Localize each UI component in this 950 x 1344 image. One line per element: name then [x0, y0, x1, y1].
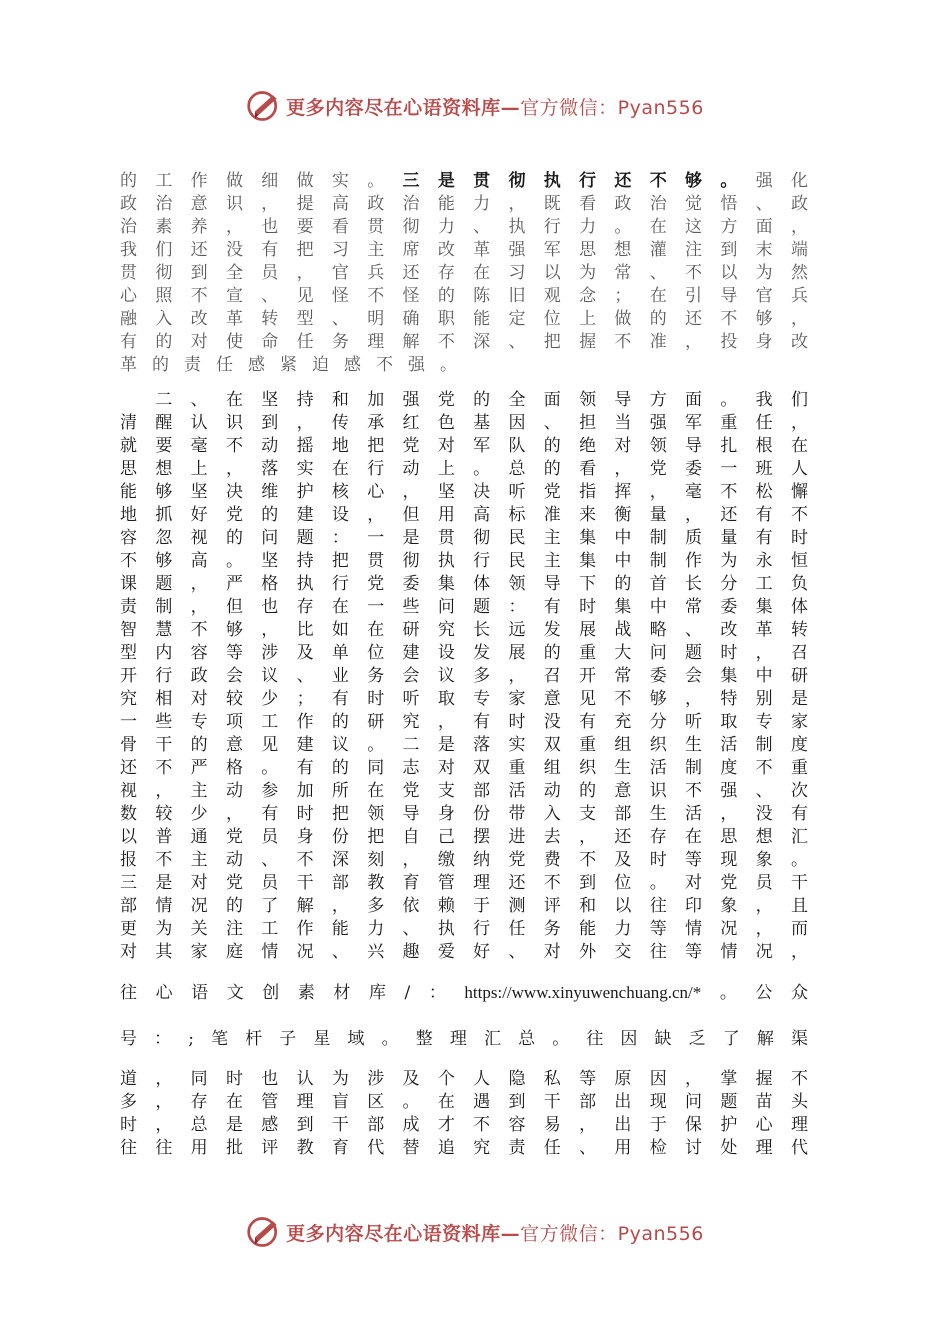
- paragraph-2-line-14: 究相对较少；有时听取专家意见不够，特别是: [120, 689, 808, 709]
- paragraph-2-line-7: 容忽视的问题：一是贯彻民主集中制质量有时: [120, 528, 808, 548]
- header-banner-text: [286, 93, 704, 120]
- watermark-prefix: 往心语文创素材库/：: [120, 983, 465, 1003]
- paragraph-2-line-1: 二、在坚持和加强党的全面领导方面。我们: [120, 390, 808, 410]
- paragraph-2-line-20: 以普通党员身份把自己摆进去，还存在思想汇: [120, 827, 808, 847]
- footer-banner-title: 更多内容尽在心语资料库: [286, 1222, 501, 1245]
- paragraph-2-line-2: 清醒认识到，传承红色基因、担当强军重任，: [120, 413, 808, 433]
- paragraph-2-line-23: 部情况的了解，多依赖于测评和以往印象，且: [120, 896, 808, 916]
- footer-banner-dash: —: [500, 1222, 521, 1245]
- paragraph-1-line-7: 融入改革转型、明确职能定位上做的还不够，: [120, 309, 808, 329]
- paragraph-2-line-12: 型内容等涉及单位建设发展的重大问题时，召: [120, 643, 808, 663]
- paragraph-1-line-5: 贯彻到全员，官兵还存在习以为常、不以为然: [120, 263, 808, 283]
- paragraph-3-line-2: 多，存在管理盲区。在遇到干部出现问题苗头: [120, 1092, 808, 1112]
- paragraph-1-line-6: 心照不宣、见怪不怪的陈旧观念；在引导官兵: [120, 286, 808, 306]
- paragraph-2-line-24: 更为关注工作能力、执行任务能力等情况，而: [120, 919, 808, 939]
- paragraph-2-line-19: 数较少，有时把领导身份带入支部生活，没有: [120, 804, 808, 824]
- paragraph-3-line-3: 时，总是感到干部成才不容易，出于保护心理: [120, 1115, 808, 1135]
- paragraph-1-line-1: [120, 170, 808, 193]
- header-banner-dash: —: [500, 96, 521, 119]
- paragraph-2-line-21: 报不主动、不深刻，缴纳党费不及时等现象。: [120, 850, 808, 870]
- paragraph-2-line-16: 骨干的意见建议。二是落实双重组织生活制度: [120, 735, 808, 755]
- paragraph-3-line-4: 往往用批评教育代替追究责任、用检讨处理代: [120, 1138, 808, 1158]
- paragraph-2-line-13: 开行政会议、业务会议多，召开常委会集中研: [120, 666, 808, 686]
- paragraph-1-line-2: 政治意识，提高政治能力，既看政治觉悟、政: [120, 194, 808, 214]
- paragraph-3-line-1: 道，同时也认为涉及个人隐私等原因，掌握不: [120, 1069, 808, 1089]
- paragraph-2-line-8: 不够高。坚持把贯彻执行民主集中制作为永恒: [120, 551, 808, 571]
- text-segment: 的工作做细做实。: [120, 171, 403, 191]
- watermark-line-2: 号：;笔杆子星域。整理汇总。往因缺乏了解渠: [120, 1029, 808, 1049]
- bold-heading-segment: 三是贯彻执行还不够。: [402, 171, 756, 191]
- paragraph-2-line-22: 三是对党员干部教育管理还不到位。对党员干: [120, 873, 808, 893]
- paragraph-2-line-6: 地抓好党的建设，但用高标准来衡量，还有不: [120, 505, 808, 525]
- document-body: [120, 170, 808, 1160]
- paragraph-2-line-4: 思想上，落实在行动上。总的看，党委一班人: [120, 459, 808, 479]
- footer-banner: [0, 1212, 950, 1252]
- paragraph-2-line-25: 对其家庭情况、兴趣爱好、对外交往等情况，: [120, 942, 808, 962]
- footer-banner-text: [286, 1219, 704, 1246]
- watermark-suffix: 。公众: [701, 983, 809, 1003]
- paragraph-2-line-10: 责制，但也存在一些问题：有时集中常委集体: [120, 597, 808, 617]
- paragraph-1-line-4: 我们还没有把习主席改革强军思想灌注到末端: [120, 240, 808, 260]
- paragraph-2-line-9: 课题，严格执行党委集体领导下的首长分工负: [120, 574, 808, 594]
- header-banner-title: 更多内容尽在心语资料库: [286, 96, 501, 119]
- text-segment: 强化: [755, 171, 809, 191]
- paragraph-2-line-18: 视，主动参加所在党支部活动的意识不强、次: [120, 781, 808, 801]
- pen-logo-icon: [246, 1214, 282, 1250]
- pen-logo-icon: [246, 88, 282, 124]
- paragraph-2-line-15: 一些专项工作的研究，有时没有充分听取专家: [120, 712, 808, 732]
- paragraph-1-line-8: 有的对使命任务理解不深、把握不准，投身改: [120, 332, 808, 352]
- header-banner: [0, 86, 950, 126]
- watermark-url: https://www.xinyuwenchuang.cn/*: [464, 983, 702, 1002]
- watermark-line-1: [120, 976, 808, 1010]
- paragraph-2-line-5: 能够坚决维护核心，坚决听党指挥，毫不松懈: [120, 482, 808, 502]
- paragraph-1-line-3: 治素养，也要看贯彻力、执行力。在这方面，: [120, 217, 808, 237]
- paragraph-1-line-9: 革的责任感紧迫感不强。: [120, 355, 472, 375]
- paragraph-2-line-11: 智慧不够，比如在研究长远发展战略、改革转: [120, 620, 808, 640]
- paragraph-2-line-17: 还不严格。有的同志对双重组织生活制度不重: [120, 758, 808, 778]
- footer-banner-contact: 官方微信：Pyan556: [520, 1222, 704, 1245]
- paragraph-2-line-3: 就要毫不动摇地把党对军队的绝对领导扎根在: [120, 436, 808, 456]
- header-banner-contact: 官方微信：Pyan556: [520, 96, 704, 119]
